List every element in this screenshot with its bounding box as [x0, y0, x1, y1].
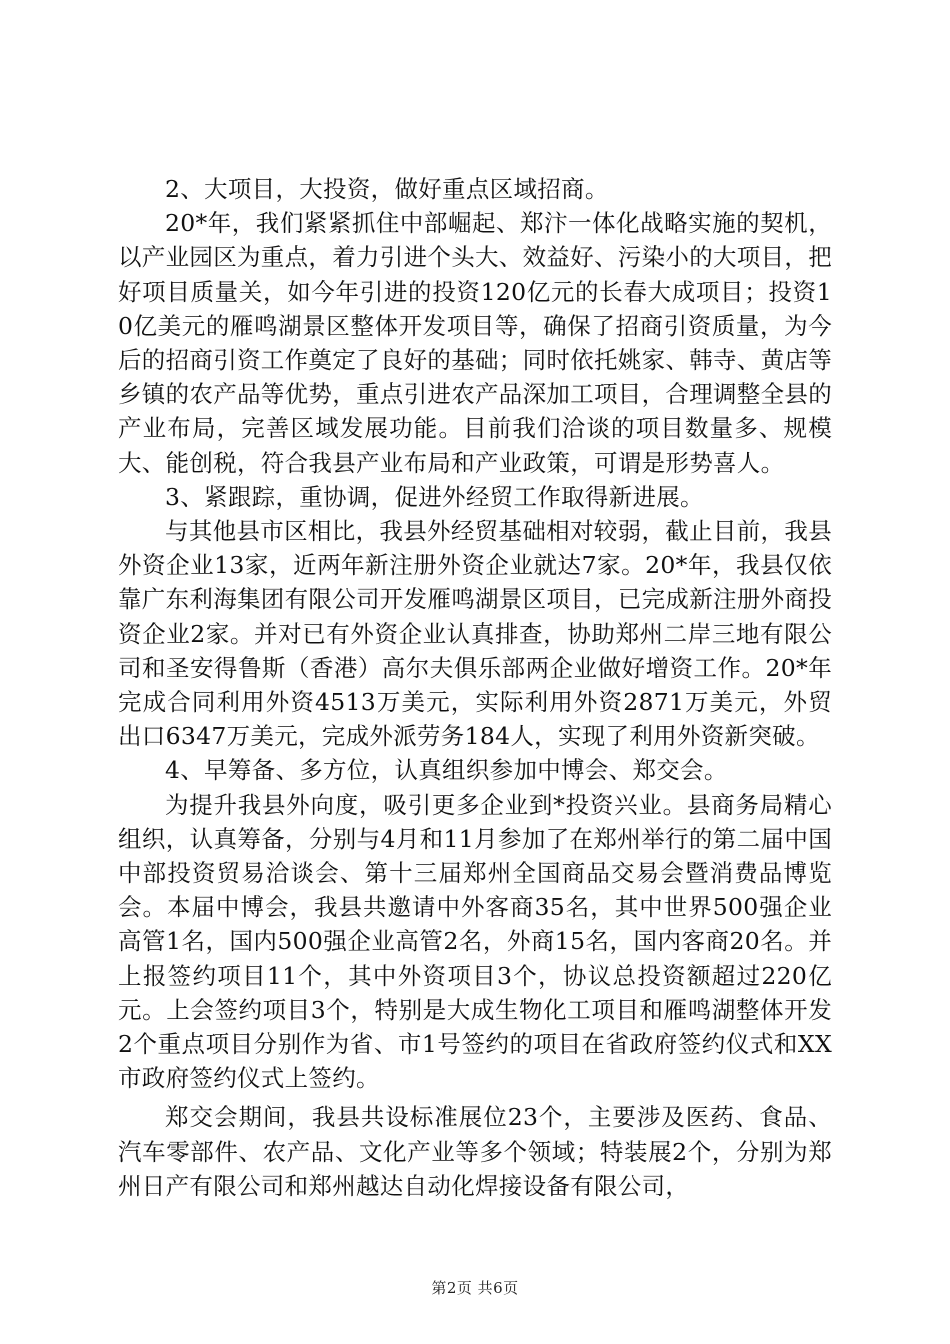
section-heading-2: 2、大项目，大投资，做好重点区域招商。 — [165, 175, 609, 203]
section-heading-4: 4、早筹备、多方位，认真组织参加中博会、郑交会。 — [165, 756, 728, 785]
section-heading-3: 3、紧跟踪，重协调，促进外经贸工作取得新进展。 — [165, 482, 704, 511]
body-paragraph: 为提升我县外向度，吸引更多企业到*投资兴业。县商务局精心组织，认真筹备，分别与4月和11月参加了在郑州举行的第二届中国中部投资贸易洽谈会、第十三届郑州全国商品交易会暨消费品博览会。本届中博会，我县共邀请中外客商35名，其中世界500强企业高管1名，国内500强企业高管2名，外商15名，国内客商20名。并上报签约项目11个，其中外资项目3个，协议总投资额超过220亿元。上会签约项目3个，特别是大成生物化工项目和雁鸣湖整体开发2个重点项目分别作为省、市1号签约的项目在省政府签约仪式和XX市政府签约仪式上签约。 — [118, 790, 832, 1093]
page-footer: 第2页 共6页 — [431, 1279, 519, 1297]
body-paragraph: 与其他县市区相比，我县外经贸基础相对较弱，截止目前，我县外资企业13家，近两年新注册外资企业就达7家。20*年，我县仅依靠广东利海集团有限公司开发雁鸣湖景区项目，已完成新注册外商投资企业2家。并对已有外资企业认真排查，协助郑州二岸三地有限公司和圣安得鲁斯（香港）高尔夫俱乐部两企业做好增资工作。20*年完成合同利用外资4513万美元，实际利用外资2871万美元，外贸出口6347万美元，完成外派劳务184人，实现了利用外资新突破。 — [118, 517, 832, 751]
document-body — [118, 172, 832, 1203]
body-paragraph: 20*年，我们紧紧抓住中部崛起、郑汴一体化战略实施的契机，以产业园区为重点，着力引进个头大、效益好、污染小的大项目，把好项目质量关，如今年引进的投资120亿元的长春大成项目；投资10亿美元的雁鸣湖景区整体开发项目等，确保了招商引资质量，为今后的招商引资工作奠定了良好的基础；同时依托姚家、韩寺、黄店等乡镇的农产品等优势，重点引进农产品深加工项目，合理调整全县的产业布局，完善区域发展功能。目前我们洽谈的项目数量多、规模大、能创税，符合我县产业布局和产业政策，可谓是形势喜人。 — [118, 209, 832, 477]
body-paragraph: 郑交会期间，我县共设标准展位23个，主要涉及医药、食品、汽车零部件、农产品、文化产业等多个领域；特装展2个，分别为郑州日产有限公司和郑州越达自动化焊接设备有限公司， — [118, 1103, 832, 1200]
